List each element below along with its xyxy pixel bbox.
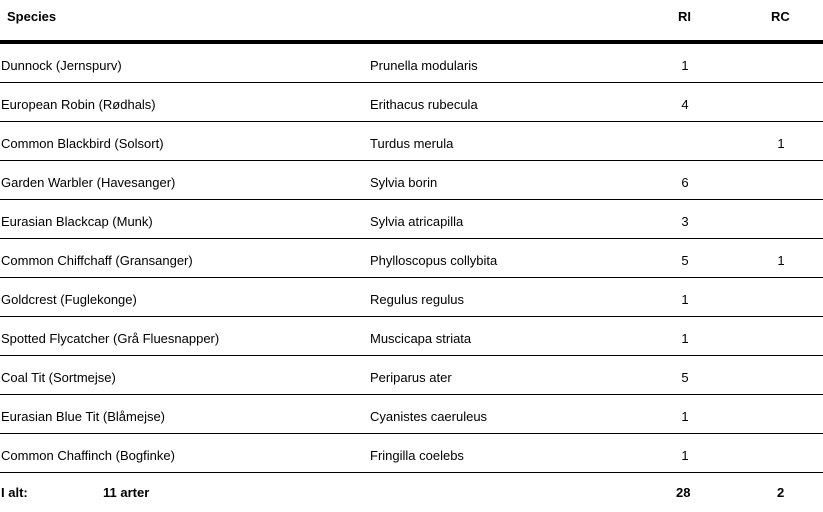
rc-value: 1 [777,253,785,268]
species-name: Common Chaffinch (Bogfinke) [1,448,175,463]
ri-column-header: RI [678,9,691,24]
latin-name: Prunella modularis [370,58,478,73]
latin-name: Muscicapa striata [370,331,472,346]
table-footer [0,473,823,509]
latin-name: Phylloscopus collybita [370,253,498,268]
species-name: Common Chiffchaff (Gransanger) [1,253,193,268]
rc-column-header: RC [771,9,790,24]
species-name: European Robin (Rødhals) [1,97,156,112]
species-count: 11 arter [103,485,150,500]
ri-value: 4 [681,97,689,112]
latin-name: Fringilla coelebs [370,448,464,463]
total-label: I alt: [1,485,28,500]
species-name: Goldcrest (Fuglekonge) [1,292,137,307]
table-row [0,161,823,200]
species-name: Spotted Flycatcher (Grå Fluesnapper) [1,331,220,346]
ri-value: 5 [681,253,689,268]
species-name: Coal Tit (Sortmejse) [1,370,116,385]
ri-value: 1 [681,58,689,73]
ri-total: 28 [676,485,691,500]
table-row [0,317,823,356]
table-row [0,200,823,239]
table-row [0,278,823,317]
latin-name: Periparus ater [370,370,452,385]
ri-value: 1 [681,331,689,346]
table-row [0,122,823,161]
table-row [0,434,823,473]
ri-value: 6 [681,175,689,190]
ri-value: 1 [681,448,689,463]
table-row [0,239,823,278]
ri-value: 1 [681,292,689,307]
species-name: Eurasian Blue Tit (Blåmejse) [1,409,166,424]
latin-name: Sylvia borin [370,175,438,190]
latin-name: Cyanistes caeruleus [370,409,488,424]
ri-value: 3 [681,214,689,229]
rc-value: 1 [777,136,785,151]
table-header [0,0,823,44]
latin-name: Sylvia atricapilla [370,214,464,229]
table-row [0,83,823,122]
species-name: Eurasian Blackcap (Munk) [1,214,153,229]
latin-name: Turdus merula [370,136,454,151]
table-row [0,356,823,395]
table-row [0,395,823,434]
species-column-header: Species [7,9,57,24]
ri-value: 1 [681,409,689,424]
latin-name: Regulus regulus [370,292,464,307]
species-name: Dunnock (Jernspurv) [1,58,122,73]
species-name: Garden Warbler (Havesanger) [1,175,176,190]
ri-value: 5 [681,370,689,385]
latin-name: Erithacus rubecula [370,97,478,112]
table-row [0,44,823,83]
species-name: Common Blackbird (Solsort) [1,136,164,151]
rc-total: 2 [777,485,785,500]
